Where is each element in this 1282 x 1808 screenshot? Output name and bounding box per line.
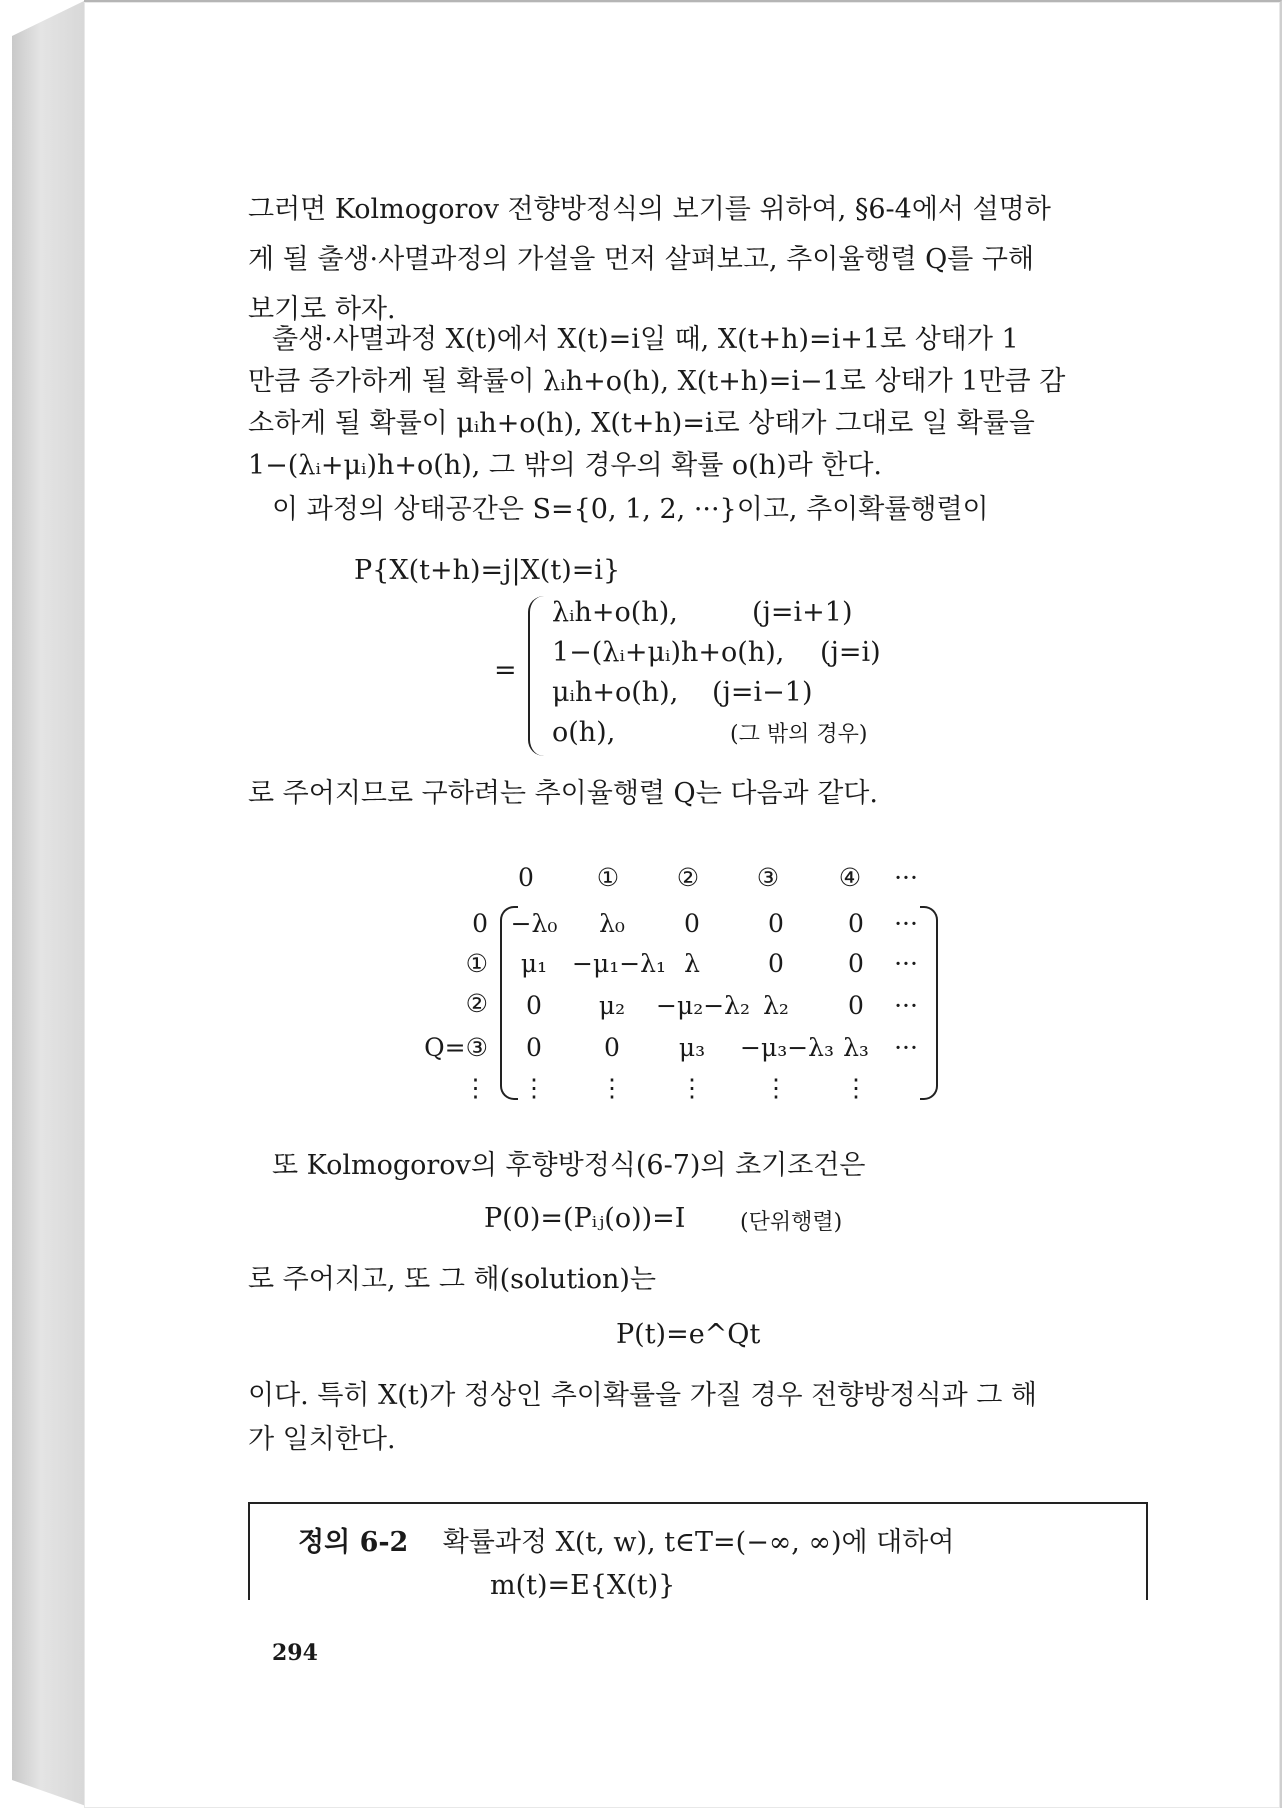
matrix-cell: −λ₀	[510, 909, 558, 938]
matrix-cell: μ₁	[520, 949, 548, 978]
matrix-col-header: ④	[838, 863, 862, 892]
matrix-cell: 0	[848, 991, 864, 1020]
paragraph7-line2: 가 일치한다.	[248, 1424, 396, 1455]
solution-formula: P(t)=e^Qt	[616, 1319, 761, 1350]
matrix-col-header: ③	[756, 863, 780, 892]
matrix-cell: 0	[526, 991, 542, 1020]
definition-formula: m(t)=E{X(t)}	[490, 1570, 676, 1601]
matrix-cell: ···	[894, 1033, 918, 1062]
case-cond-3: (j=i−1)	[712, 677, 813, 708]
paragraph2-line3: 소하게 될 확률이 μᵢh+o(h), X(t+h)=i로 상태가 그대로 일 확률을	[248, 408, 1035, 439]
case-cond-2: (j=i)	[820, 637, 881, 668]
initial-condition-note: (단위행렬)	[740, 1210, 843, 1235]
case-expr-4: o(h),	[552, 717, 616, 748]
matrix-cell: 0	[604, 1033, 620, 1062]
prob-lhs: P{X(t+h)=j|X(t)=i}	[354, 555, 621, 586]
matrix-cell: ⋮	[843, 1073, 869, 1102]
paragraph3: 이 과정의 상태공간은 S={0, 1, 2, ···}이고, 추이확률행렬이	[272, 494, 989, 525]
matrix-col-header: 0	[518, 863, 534, 892]
matrix-cell: 0	[848, 909, 864, 938]
matrix-cell: λ₀	[599, 909, 625, 938]
definition-line	[298, 1520, 954, 1559]
matrix-cell: 0	[848, 949, 864, 978]
matrix-cell: λ	[684, 949, 700, 978]
matrix-cell: ···	[894, 949, 918, 978]
matrix-cell: ⋮	[679, 1073, 705, 1102]
equals-sign: =	[494, 655, 517, 686]
paragraph7-line1: 이다. 특히 X(t)가 정상인 추이확률을 가질 경우 전향방정식과 그 해	[248, 1380, 1038, 1411]
matrix-cell: ···	[894, 991, 918, 1020]
matrix-cell: 0	[684, 909, 700, 938]
matrix-cell: 0	[526, 1033, 542, 1062]
matrix-cell: 0	[768, 949, 784, 978]
matrix-cell: λ₂	[763, 991, 789, 1020]
paragraph2-line4: 1−(λᵢ+μᵢ)h+o(h), 그 밖의 경우의 확률 o(h)라 한다.	[248, 450, 883, 481]
case-expr-2: 1−(λᵢ+μᵢ)h+o(h),	[552, 637, 785, 668]
matrix-col-header: ···	[894, 863, 918, 892]
matrix-cell: ⋮	[599, 1073, 625, 1102]
definition-text: 확률과정 X(t, w), t∈T=(−∞, ∞)에 대하여	[442, 1527, 955, 1558]
matrix-cell: 0	[768, 909, 784, 938]
case-cond-1: (j=i+1)	[752, 597, 853, 628]
page-number: 294	[272, 1640, 318, 1666]
case-expr-3: μᵢh+o(h),	[552, 677, 679, 708]
definition-box	[248, 1502, 1148, 1600]
matrix-cell: −μ₁−λ₁	[572, 949, 667, 978]
paragraph5: 또 Kolmogorov의 후향방정식(6-7)의 초기조건은	[272, 1150, 866, 1181]
matrix-cell: ···	[894, 909, 918, 938]
matrix-row-label: ⋮	[463, 1073, 488, 1102]
matrix-cell: μ₃	[678, 1033, 706, 1062]
paragraph6: 로 주어지고, 또 그 해(solution)는	[248, 1264, 656, 1295]
matrix-row-label: Q=③	[424, 1033, 488, 1062]
paragraph1-line3: 보기로 하자.	[248, 294, 396, 325]
matrix-row-label: ①	[465, 949, 488, 978]
matrix-col-header: ②	[676, 863, 700, 892]
case-expr-1: λᵢh+o(h),	[552, 597, 678, 628]
matrix-row-label: ②	[465, 989, 488, 1018]
matrix-cell: λ₃	[843, 1033, 869, 1062]
cases-brace	[528, 596, 544, 756]
matrix-cell: −μ₂−λ₂	[656, 991, 751, 1020]
paragraph4: 로 주어지므로 구하려는 추이율행렬 Q는 다음과 같다.	[248, 778, 878, 809]
case-cond-4: (그 밖의 경우)	[730, 722, 868, 747]
paragraph2-line1: 출생·사멸과정 X(t)에서 X(t)=i일 때, X(t+h)=i+1로 상태가 1	[272, 324, 1019, 355]
paragraph1-line2: 게 될 출생·사멸과정의 가설을 먼저 살펴보고, 추이율행렬 Q를 구해	[248, 244, 1035, 275]
definition-title: 정의 6-2	[298, 1527, 409, 1558]
matrix-col-header: ①	[596, 863, 620, 892]
matrix-cell: μ₂	[598, 991, 626, 1020]
matrix-row-label: 0	[472, 909, 488, 938]
matrix-cell: −μ₃−λ₃	[740, 1033, 835, 1062]
paragraph1-line1: 그러면 Kolmogorov 전향방정식의 보기를 위하여, §6-4에서 설명하	[248, 194, 1051, 225]
paragraph2-line2: 만큼 증가하게 될 확률이 λᵢh+o(h), X(t+h)=i−1로 상태가 1만큼 감	[248, 366, 1066, 397]
matrix-cell: ⋮	[763, 1073, 789, 1102]
initial-condition: P(0)=(Pᵢⱼ(o))=I	[484, 1203, 686, 1234]
matrix-cell: ⋮	[521, 1073, 547, 1102]
book-spine	[12, 0, 86, 1806]
